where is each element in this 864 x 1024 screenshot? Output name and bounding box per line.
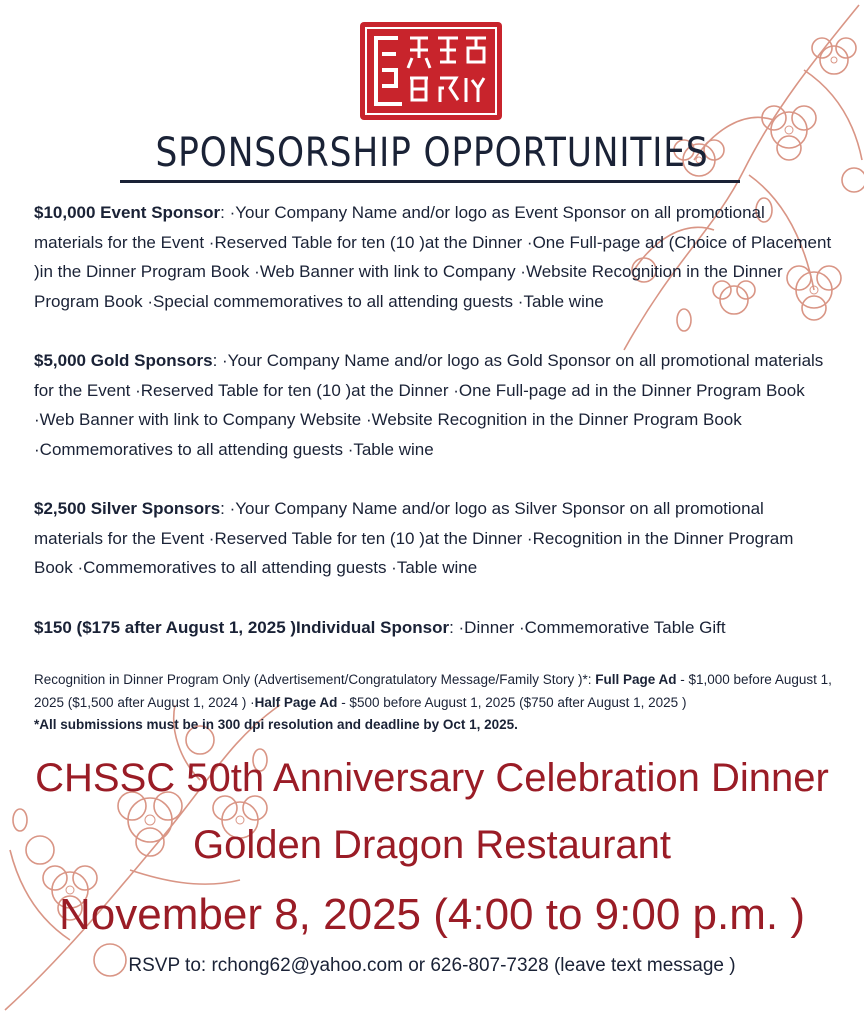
recognition-heading: Recognition in Dinner Program Only (Advertisement/Congratulatory Message/Family Story )*	[34, 672, 588, 687]
event-title: CHSSC 50th Anniversary Celebration Dinner	[35, 756, 829, 800]
tier-details: : ·Dinner ·Commemorative Table Gift	[449, 617, 726, 637]
tier-silver-sponsor	[34, 494, 834, 583]
tier-name: $10,000 Event Sponsor	[34, 203, 221, 222]
full-page-ad-price: - $1,000 before August 1, 2025 ($1,500 after August 1, 2024 ) ·	[34, 672, 832, 710]
submission-note: *All submissions must be in 300 dpi resolution and deadline by Oct 1, 2025.	[34, 717, 518, 732]
tier-gold-sponsor	[34, 346, 834, 464]
recognition-section: Recognition in Dinner Program Only (Advertisement/Congratulatory Message/Family Story )*: Full Page Ad - $1,000 before August 1, 2025 ($1,500 after August 1, 2024 ) ·Half Page Ad - $500 before August 1, 2025 ($750 after August 1, 2025 )	[34, 672, 832, 710]
rsvp-line: RSVP to: rchong62@yahoo.com or 626-807-7328 (leave text message )	[128, 955, 736, 976]
tier-details: : ·Your Company Name and/or logo as Event Sponsor on all promotional materials for the Event ·Reserved Table for ten (10 )at the Dinner ·One Full-page ad (Choice of Placement )in the Dinner Program Book ·Web Banner with link to Company ·Website Recognition in the Dinner Program Book ·Special commemoratives to all attending guests ·Table wine	[34, 203, 832, 311]
tier-name: $5,000 Gold Sponsors	[34, 351, 213, 370]
title-underline	[120, 180, 740, 183]
event-venue: Golden Dragon Restaurant	[192, 823, 672, 867]
tier-name: $150 ($175 after August 1, 2025 )Individual Sponsor	[34, 617, 450, 637]
half-page-ad-price: - $500 before August 1, 2025 ($750 after August 1, 2025 )	[337, 695, 687, 710]
tier-individual-sponsor	[34, 613, 834, 643]
full-page-ad-label: Full Page Ad	[595, 672, 677, 687]
tier-details: : ·Your Company Name and/or logo as Silver Sponsor on all promotional materials for the Event ·Reserved Table for ten (10 )at the Dinner ·Recognition in the Dinner Program Book ·Commemoratives to all attending guests ·Table wine	[34, 499, 794, 577]
tier-details: : ·Your Company Name and/or logo as Gold Sponsor on all promotional materials for the Event ·Reserved Table for ten (10 )at the Dinner ·One Full-page ad in the Dinner Program Book ·Web Banner with link to Company Website ·Website Recognition in the Dinner Program Book ·Commemoratives to all attending guests ·Table wine	[34, 351, 824, 459]
tier-event-sponsor	[34, 198, 834, 316]
seal-logo	[360, 22, 502, 120]
tier-name: $2,500 Silver Sponsors	[34, 499, 221, 518]
half-page-ad-label: Half Page Ad	[254, 695, 338, 710]
event-date: November 8, 2025 (4:00 to 9:00 p.m. )	[59, 890, 805, 939]
page-title: SPONSORSHIP OPPORTUNITIES	[155, 130, 709, 176]
sponsorship-tiers	[34, 198, 834, 736]
